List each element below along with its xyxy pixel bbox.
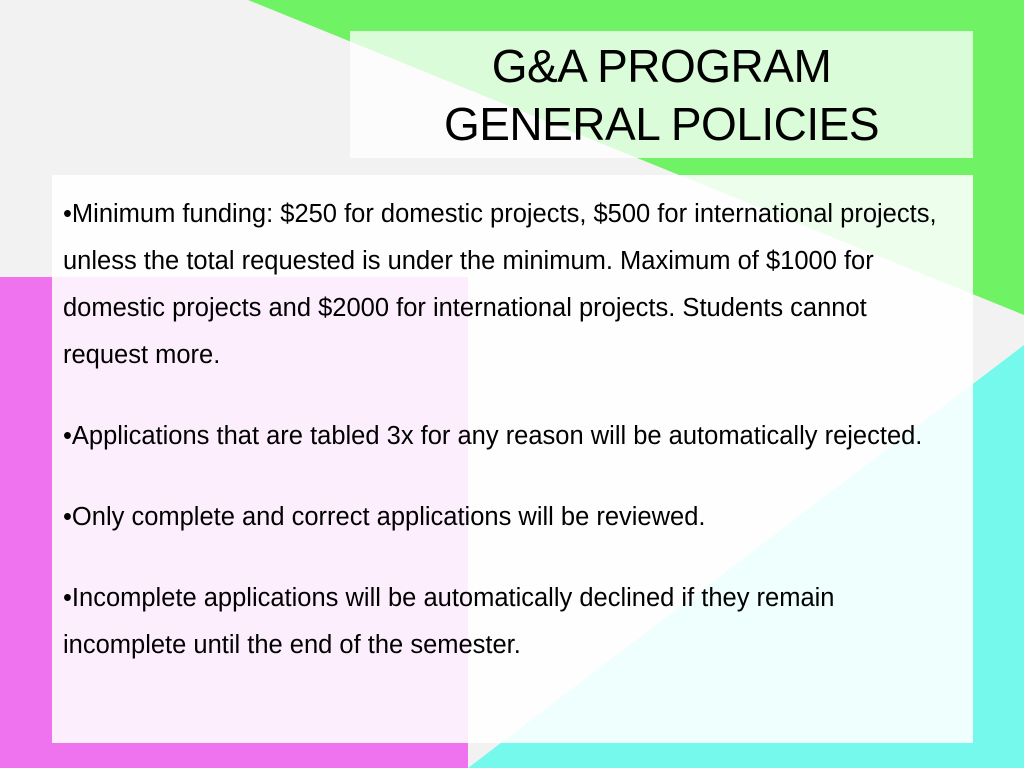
bullet-tabled-applications: •Applications that are tabled 3x for any reason will be automatically rejected. xyxy=(63,422,923,450)
bullet-incomplete-applications: •Incomplete applications will be automatically declined if they remain incomplete until the end of the semester. xyxy=(63,584,835,659)
bullet-minimum-funding: •Minimum funding: $250 for domestic projects, $500 for international projects, unless the total requested is under the minimum. Maximum of $1000 for domestic projects and $2000 for international projects. Students cannot request more. xyxy=(63,200,937,369)
slide-title-box xyxy=(350,31,973,158)
bullet-complete-applications: •Only complete and correct applications will be reviewed. xyxy=(63,503,706,531)
slide-body xyxy=(52,175,973,743)
slide-title-line-1: G&A PROGRAM xyxy=(491,39,832,92)
slide-title-line-2: GENERAL POLICIES xyxy=(443,97,880,150)
